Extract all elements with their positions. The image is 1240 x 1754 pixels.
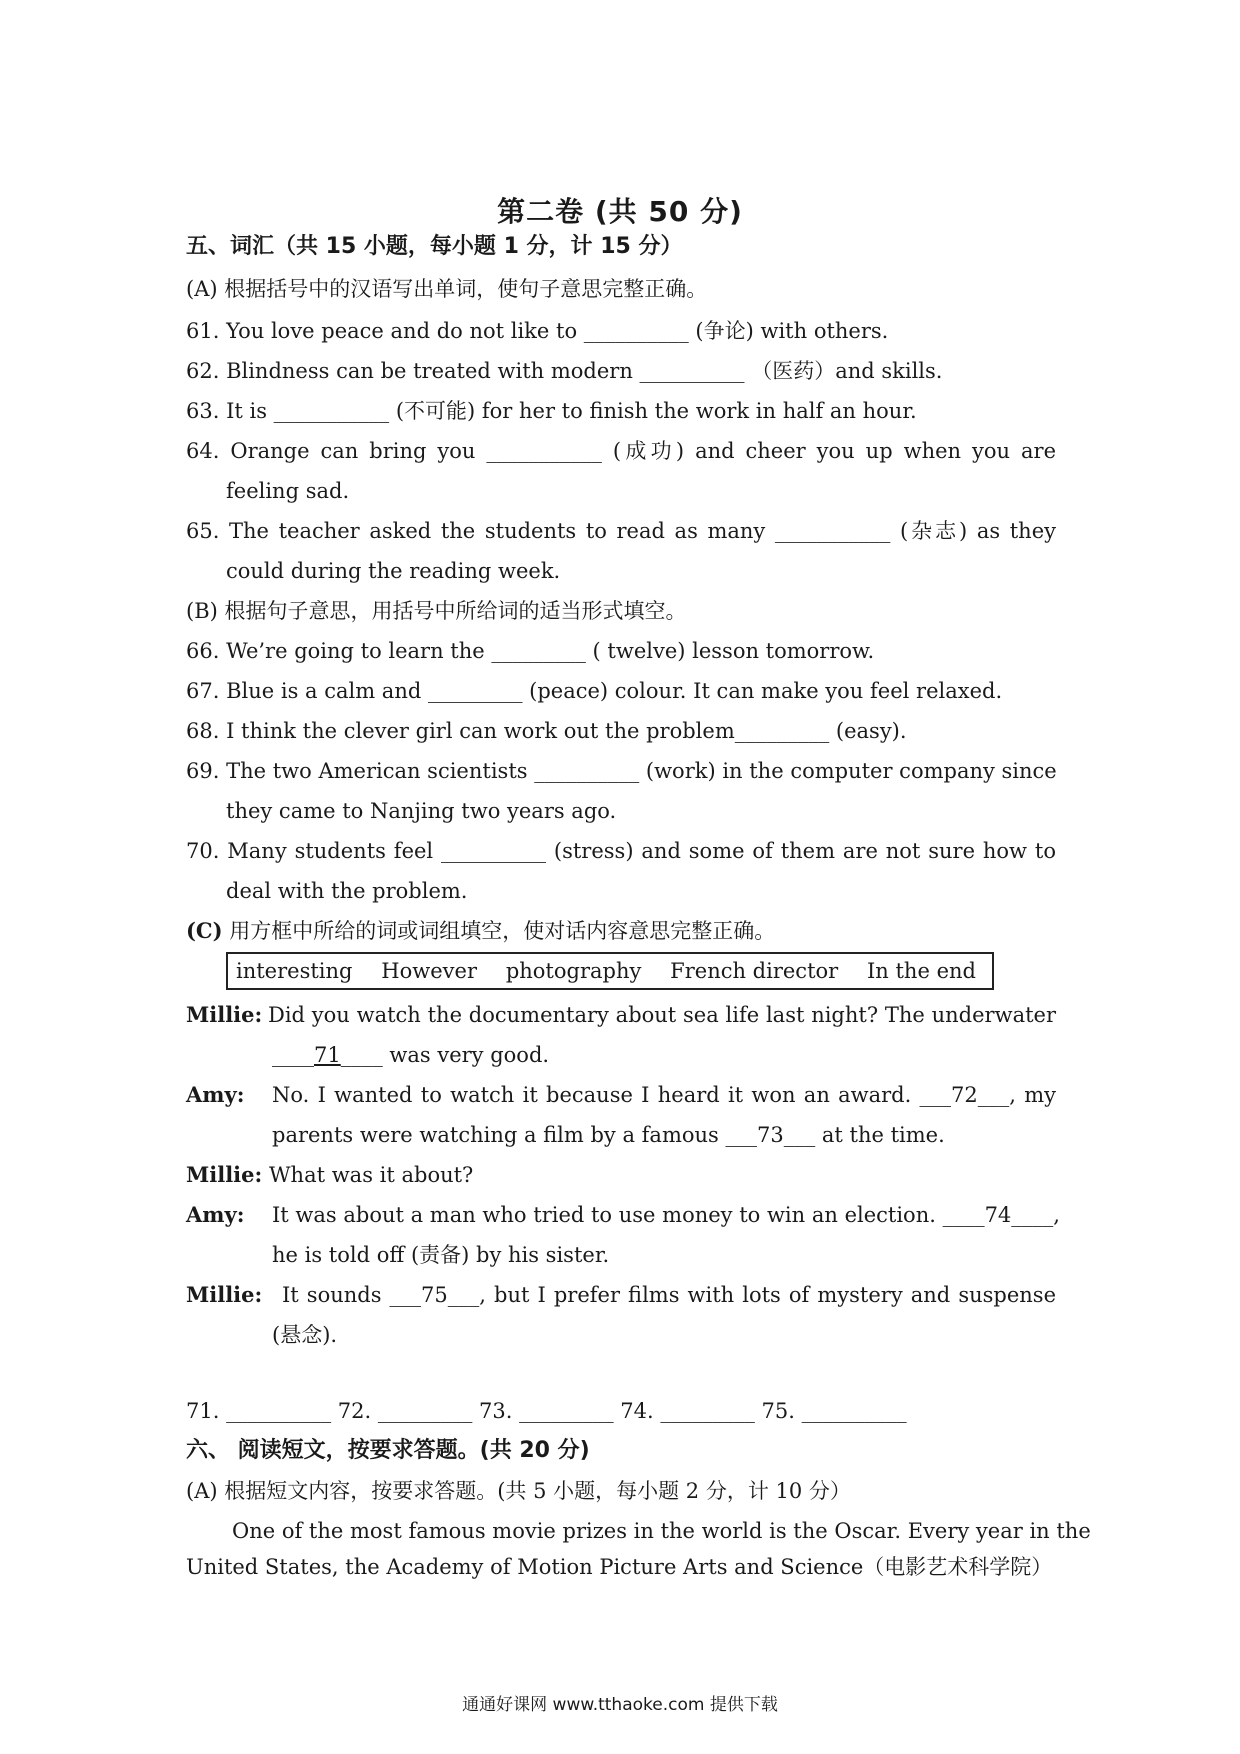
dialogue-line: Did you watch the documentary about sea life last night? The underwater	[268, 1003, 1056, 1027]
answer-line: 71. __________ 72. _________ 73. _________ 74. _________ 75. __________	[186, 1399, 907, 1423]
speaker-millie: Millie:	[186, 1162, 263, 1187]
question-69-cont: they came to Nanjing two years ago.	[226, 799, 617, 823]
question-65-cont: could during the reading week.	[226, 559, 561, 583]
word-box-item: photography	[505, 959, 642, 983]
blank-text: ____ was very good.	[340, 1043, 550, 1067]
part-c-instruction	[186, 916, 1056, 946]
dialogue-line: It was about a man who tried to use money to win an election. ____74____,	[272, 1203, 1060, 1227]
dialogue-line: No. I wanted to watch it because I heard it won an award. ___72___, my	[272, 1083, 1056, 1107]
blank-number-71: 71	[314, 1043, 341, 1067]
dialogue-line: parents were watching a film by a famous ___73___ at the time.	[272, 1123, 945, 1147]
question-64-cont: feeling sad.	[226, 479, 350, 503]
question-61: 61. You love peace and do not like to __________ (争论) with others.	[186, 319, 889, 343]
dialogue-line: he is told off (责备) by his sister.	[272, 1243, 610, 1267]
section-5-heading: 五、词汇（共 15 小题，每小题 1 分，计 15 分）	[186, 234, 683, 259]
passage-line: United States, the Academy of Motion Picture Arts and Science（电影艺术科学院）	[186, 1555, 1053, 1579]
blank-text: ____	[272, 1043, 314, 1067]
dialogue-text: What was it about?	[262, 1163, 474, 1187]
dialogue-line: It sounds ___75___, but I prefer films with lots of mystery and suspense	[282, 1283, 1056, 1307]
question-65: 65. The teacher asked the students to read as many ___________ (杂志) as they	[186, 519, 1056, 543]
question-68: 68. I think the clever girl can work out the problem_________ (easy).	[186, 719, 907, 743]
question-69: 69. The two American scientists __________ (work) in the computer company since	[186, 759, 1057, 783]
passage-line: One of the most famous movie prizes in the world is the Oscar. Every year in the	[232, 1519, 1091, 1543]
question-66: 66. We’re going to learn the _________ ( twelve) lesson tomorrow.	[186, 639, 875, 663]
question-62: 62. Blindness can be treated with modern __________ （医药）and skills.	[186, 359, 943, 383]
word-box-item: interesting	[236, 959, 353, 983]
word-box-item: In the end	[867, 959, 976, 983]
question-70: 70. Many students feel __________ (stress) and some of them are not sure how to	[186, 839, 1056, 863]
word-box-item: However	[381, 959, 477, 983]
speaker-amy: Amy:	[186, 1202, 245, 1227]
section-6-part-a-instruction: (A) 根据短文内容，按要求答题。(共 5 小题，每小题 2 分，计 10 分）	[186, 1479, 851, 1503]
question-67: 67. Blue is a calm and _________ (peace) colour. It can make you feel relaxed.	[186, 679, 1003, 703]
dialogue-line: (悬念).	[272, 1323, 338, 1347]
dialogue-line	[186, 1160, 1056, 1190]
part-b-instruction: (B) 根据句子意思，用括号中所给词的适当形式填空。	[186, 599, 687, 623]
paper-title: 第二卷 (共 50 分)	[497, 195, 743, 228]
word-box	[226, 952, 994, 990]
section-6-heading: 六、 阅读短文，按要求答题。(共 20 分)	[186, 1438, 590, 1463]
part-c-text: 用方框中所给的词或词组填空，使对话内容意思完整正确。	[222, 919, 776, 943]
footer-credit: 通通好课网 www.tthaoke.com 提供下载	[462, 1695, 778, 1715]
question-64: 64. Orange can bring you ___________ (成功) and cheer you up when you are	[186, 439, 1056, 463]
word-box-item: French director	[670, 959, 839, 983]
question-63: 63. It is ___________ (不可能) for her to finish the work in half an hour.	[186, 399, 917, 423]
part-c-label: (C)	[186, 918, 223, 943]
dialogue-line	[272, 1040, 1056, 1070]
speaker-amy: Amy:	[186, 1082, 245, 1107]
speaker-millie: Millie:	[186, 1002, 263, 1027]
part-a-instruction: (A) 根据括号中的汉语写出单词，使句子意思完整正确。	[186, 277, 708, 301]
question-70-cont: deal with the problem.	[226, 879, 468, 903]
speaker-millie: Millie:	[186, 1282, 263, 1307]
